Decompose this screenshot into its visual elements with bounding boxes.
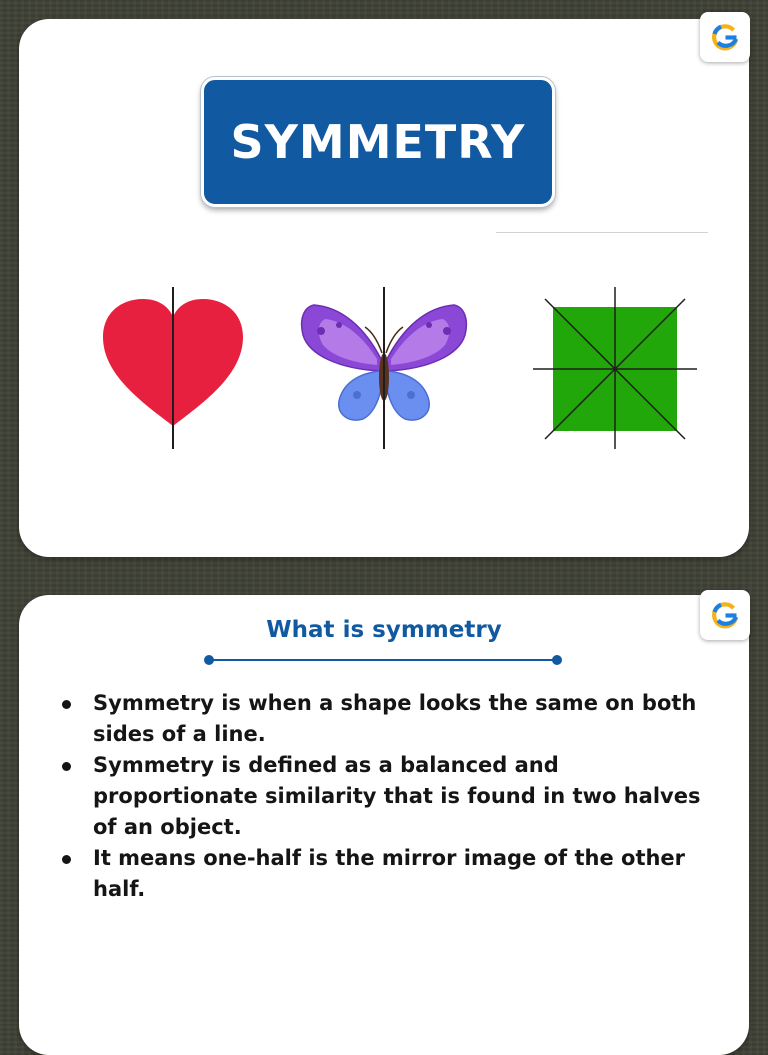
butterfly-figure (302, 287, 467, 449)
heading-underline-divider (201, 653, 565, 667)
butterfly-spot (443, 327, 451, 335)
list-item (59, 843, 719, 905)
app-logo-button[interactable] (700, 12, 750, 62)
definition-list (59, 688, 719, 905)
butterfly-spot (407, 391, 415, 399)
slide-title: SYMMETRY (230, 115, 526, 169)
decorative-rule (496, 232, 708, 233)
title-banner (201, 77, 555, 207)
bullet-icon (62, 855, 71, 864)
bullet-text: Symmetry is defined as a balanced and proportionate similarity that is found in two halves of an object. (93, 753, 701, 839)
bullet-text: It means one-half is the mirror image of the other half. (93, 846, 686, 901)
symmetry-illustrations (59, 255, 719, 455)
list-item (59, 688, 719, 750)
g-brand-logo-icon (709, 21, 741, 53)
butterfly-spot (426, 322, 432, 328)
butterfly-spot (353, 391, 361, 399)
butterfly-spot (336, 322, 342, 328)
title-slide-card (19, 19, 749, 557)
bullet-text: Symmetry is when a shape looks the same on both sides of a line. (93, 691, 697, 746)
bullet-icon (62, 700, 71, 709)
heart-figure (103, 287, 243, 449)
list-item (59, 750, 719, 843)
butterfly-spot (317, 327, 325, 335)
square-figure (533, 287, 697, 449)
section-heading: What is symmetry (266, 617, 502, 643)
definition-slide-card (19, 595, 749, 1055)
bullet-icon (62, 762, 71, 771)
